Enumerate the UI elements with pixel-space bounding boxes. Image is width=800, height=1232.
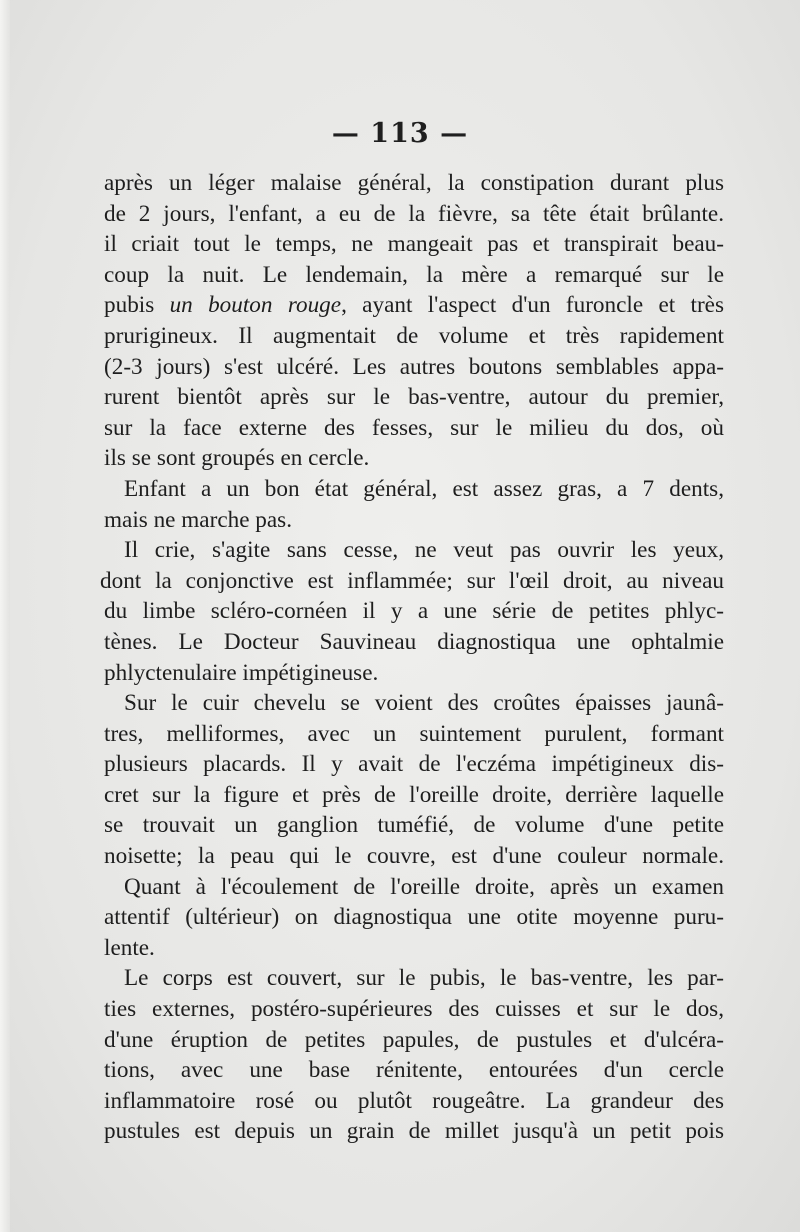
body-text xyxy=(100,168,724,1147)
text-line: pustules est depuis un grain de millet jusqu'à un petit pois xyxy=(104,1118,724,1145)
text-segment: , ayant l'aspect d'un furoncle et très xyxy=(341,292,724,319)
text-line: tènes. Le Docteur Sauvineau diagnostiqua une ophtalmie xyxy=(104,628,724,655)
text-line: du limbe scléro-cornéen il y a une série de petites phlyc- xyxy=(104,598,724,625)
text-line-mixed xyxy=(104,290,724,321)
text-line: rurent bientôt après sur le bas-ventre, autour du premier, xyxy=(104,384,724,411)
text-line: Quant à l'écoulement de l'oreille droite, après un examen xyxy=(124,873,724,900)
text-line: plusieurs placards. Il y avait de l'eczéma impétigineux dis- xyxy=(104,751,724,778)
text-line: Il crie, s'agite sans cesse, ne veut pas ouvrir les yeux, xyxy=(124,537,724,564)
text-line: Le corps est couvert, sur le pubis, le bas-ventre, les par- xyxy=(124,965,724,992)
text-line: phlyctenulaire impétigineuse. xyxy=(104,659,379,686)
text-line: tions, avec une base rénitente, entourées d'un cercle xyxy=(104,1057,724,1084)
text-line: coup la nuit. Le lendemain, la mère a remarqué sur le xyxy=(104,261,724,288)
page-number: — 113 — xyxy=(331,118,469,149)
text-line: de 2 jours, l'enfant, a eu de la fièvre, sa tête était brûlante. xyxy=(104,200,724,227)
text-line: dont la conjonctive est inflammée; sur l'œil droit, au niveau xyxy=(100,567,724,594)
text-line: noisette; la peau qui le couvre, est d'une couleur normale. xyxy=(104,843,724,870)
text-line: (2-3 jours) s'est ulcéré. Les autres boutons semblables appa- xyxy=(104,353,724,380)
text-line: tres, melliformes, avec un suintement purulent, formant xyxy=(104,720,724,747)
page-edge xyxy=(0,0,10,1232)
text-line: prurigineux. Il augmentait de volume et très rapidement xyxy=(104,322,724,349)
text-line: il criait tout le temps, ne mangeait pas et transpirait beau- xyxy=(104,231,724,258)
text-segment: pubis xyxy=(104,292,155,319)
text-line: se trouvait un ganglion tuméfié, de volume d'une petite xyxy=(104,812,724,839)
text-line: après un léger malaise général, la constipation durant plus xyxy=(104,170,724,196)
text-line: ils se sont groupés en cercle. xyxy=(104,445,370,472)
text-line: cret sur la figure et près de l'oreille droite, derrière laquelle xyxy=(104,781,724,808)
text-line: d'une éruption de petites papules, de pustules et d'ulcéra- xyxy=(104,1026,724,1053)
text-line: lente. xyxy=(104,934,155,961)
text-line: ties externes, postéro-supérieures des cuisses et sur le dos, xyxy=(104,996,724,1023)
italic-phrase: un bouton rouge xyxy=(169,292,342,319)
text-line: sur la face externe des fesses, sur le milieu du dos, où xyxy=(104,414,724,441)
text-line: mais ne marche pas. xyxy=(104,506,293,533)
text-line: attentif (ultérieur) on diagnostiqua une otite moyenne puru- xyxy=(104,904,724,931)
text-line: Enfant a un bon état général, est assez gras, a 7 dents, xyxy=(124,475,724,502)
text-line: inflammatoire rosé ou plutôt rougeâtre. La grandeur des xyxy=(104,1087,724,1114)
text-line: Sur le cuir chevelu se voient des croûtes épaisses jaunâ- xyxy=(124,690,724,717)
